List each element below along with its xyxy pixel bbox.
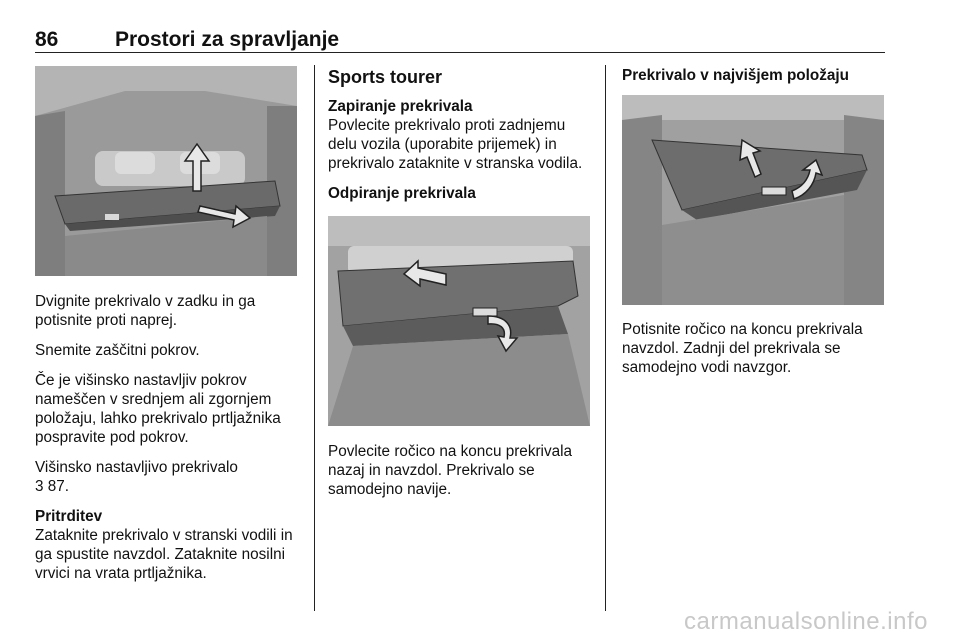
heading-close: Zapiranje prekrivala [328, 98, 473, 115]
paragraph-open: Povlecite ročico na koncu prekrivala nazaj in navzdol. Prekrivalo se samodejno navije. [328, 443, 573, 498]
column-divider-1 [314, 65, 315, 611]
paragraph-top-position: Potisnite ročico na koncu prekrivala navzdol. Zadnji del prekrivala se samodejno vodi navzgor. [622, 321, 863, 376]
page-number: 86 [35, 28, 59, 51]
heading-open: Odpiranje prekrivala [328, 185, 476, 202]
paragraph-close: Povlecite prekrivalo proti zadnjemu delu vozila (uporabite prijemek) in prekrivalo zataknite v stranska vodila. [328, 117, 583, 172]
page-reference-link[interactable]: 3 87. [35, 478, 70, 495]
watermark: carmanualsonline.info [684, 608, 928, 635]
ref-text: Višinsko nastavljivo prekrivalo [35, 459, 238, 476]
paragraph-height-ref [35, 458, 301, 496]
column-2-lower [328, 442, 594, 510]
heading-top-position: Prekrivalo v najvišjem položaju [622, 67, 849, 84]
paragraph-attach: Zataknite prekrivalo v stranski vodili in ga spustite navzdol. Zataknite nosilni vrvici na vrata prtljažnika. [35, 527, 293, 582]
illustration-cover-open [328, 216, 590, 426]
illustration-cover-top [622, 95, 884, 305]
column-3-lower [622, 320, 884, 388]
column-1 [35, 292, 301, 594]
column-3 [622, 66, 884, 85]
heading-attach: Pritrditev [35, 508, 103, 525]
paragraph-lift: Dvignite prekrivalo v zadku in ga potisnite proti naprej. [35, 293, 256, 329]
header-rule [35, 52, 885, 53]
page-title: Prostori za spravljanje [115, 28, 340, 51]
paragraph-remove-cover: Snemite zaščitni pokrov. [35, 342, 200, 359]
column-divider-2 [605, 65, 606, 611]
paragraph-height-cover: Če je višinsko nastavljiv pokrov nameščen v srednjem ali zgornjem položaju, lahko prekrivalo prtljažnika pospravite pod pokrov. [35, 372, 281, 446]
heading-sports-tourer: Sports tourer [328, 67, 443, 87]
column-2 [328, 66, 594, 203]
illustration-cover-lift [35, 66, 297, 276]
